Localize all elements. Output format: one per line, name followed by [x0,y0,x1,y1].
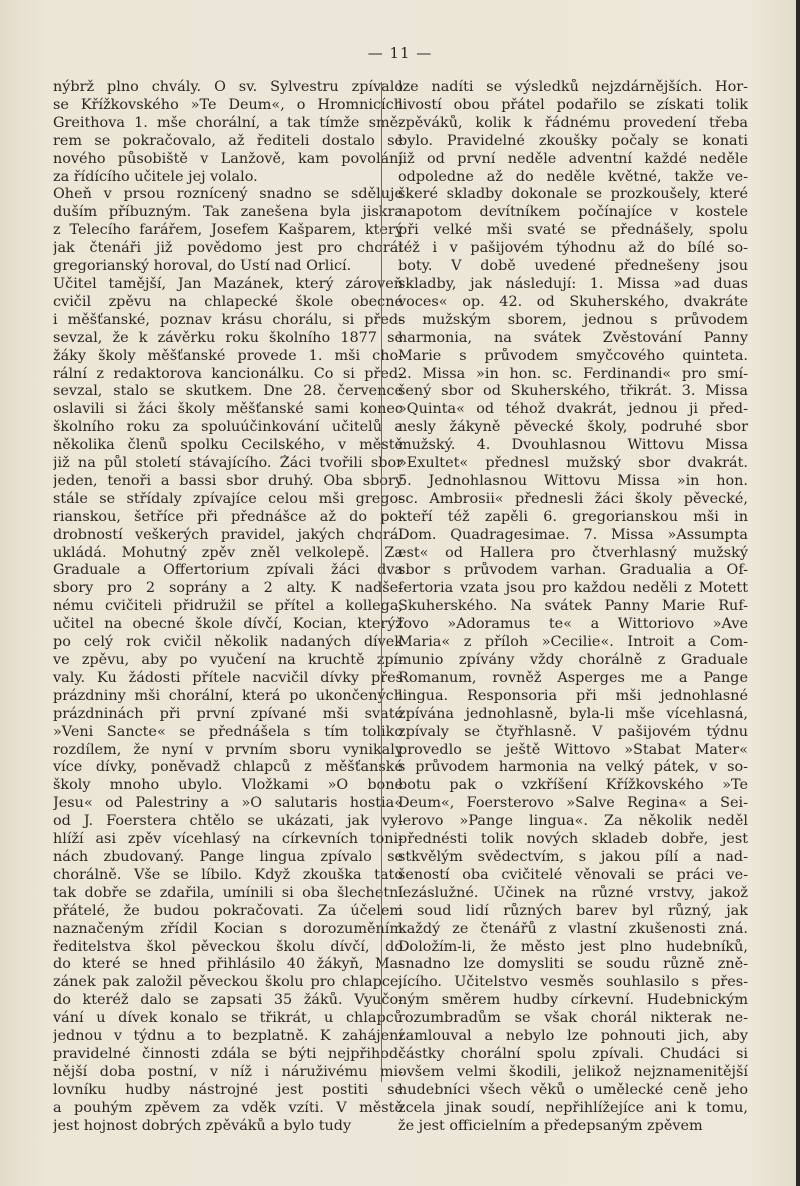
left-column-text-line: tak dobře se zdařila, umínili si oba šlechetní [53,884,403,901]
right-column-text-line: zcela jinak soudí, nepřihlížejíce ani k tomu, [398,1099,748,1116]
right-column-text-line: stkvělým svědectvím, s jakou pílí a nad- [398,848,748,865]
right-column-text-line: »Exultet« přednesl mužský sbor dvakrát. [398,455,748,472]
left-column-text-line: nější doba postní, v níž i náruživému mi- [53,1063,403,1080]
right-column-text-line: zamlouval a nebylo lze pohnouti jich, aby [398,1028,748,1045]
right-column-text-line: Deum«, Foersterovo »Salve Regina« a Sei- [398,795,748,812]
left-column-text-line: za řídícího učitele jej volalo. [53,168,258,185]
right-column-text-line: »Quinta« od téhož dvakrát, jednou ji před- [398,401,748,418]
right-column-text-line: částky chorální spolu zpívali. Chudáci si [398,1045,748,1062]
left-column-text-line: Graduale a Offertorium zpívali žáci dva [53,562,403,579]
left-column-text-line: drobností veškerých pravidel, jakých chorál [53,526,403,543]
left-column-text-line: sbory pro 2 soprány a 2 alty. K nadše- [53,580,403,597]
left-column-text-line: Učitel tamější, Jan Mazánek, který zároveň [53,275,403,292]
left-column-text-line: vání u dívek konalo se třikrát, u chlapců [53,1010,403,1027]
right-column-text-line: est« od Hallera pro čtverhlasný mužský [398,544,748,561]
left-column-text-line: přátelé, že budou pokračovati. Za účelem [53,902,403,919]
right-column-text-line: ovšem velmi škodili, jelikož nejznamenitější [398,1063,748,1080]
right-column-text-line: odpoledne až do neděle květné, takže ve- [398,168,748,185]
left-column-text-line: duším příbuzným. Tak zanešena byla jiskra [53,204,403,221]
right-column-text-line: škeré skladby dokonale se prozkoušely, které [398,186,748,203]
left-column-text-line: několika členů spolku Cecilského, v městě [53,437,403,454]
left-column-text-line: jeden, tenoři a bassi sbor druhý. Oba sbory [53,472,403,489]
right-column-text-line: lze nadíti se výsledků nejzdárnějších. Hor- [398,79,748,95]
page-number: — 11 — [367,44,433,62]
left-column-text-line: do které se hned přihlásilo 40 žákyň, Ma- [53,956,403,973]
left-column-text-line: žáky školy měšťanské provede 1. mši cho- [53,347,403,364]
left-column-text-line: již na půl století stávajícího. Žáci tvořili sbor [53,455,403,472]
right-column-text-line: Marie s průvodem smyčcového quinteta. [398,347,748,364]
right-column-text-line: že jest officielním a předepsaným zpěvem [398,1117,703,1134]
right-column-text-line: botu pak o vzkříšení Křížkovského »Te [398,777,748,794]
left-column-text-line: Jesu« od Palestriny a »O salutaris hostia« [53,795,403,812]
right-column-text-line: Skuherského. Na svátek Panny Marie Ruf- [398,598,748,615]
column-divider [381,82,382,1082]
left-column-text-line: chorálně. Vše se líbilo. Když zkouška tato [53,866,403,883]
right-column-text-line: sbor s průvodem varhan. Gradualia a Of- [398,562,748,579]
left-column-text-line: prázdniny mši chorální, která po ukončených [53,687,403,704]
left-column-text-line: více dívky, poněvadž chlapců z měšťanské [53,759,403,776]
left-column-text-line: nách zbudovaný. Pange lingua zpívalo se [53,848,403,865]
right-column-text-line: již od první neděle adventní každé neděle [398,150,748,167]
right-column-text-line: Romanum, rovněž Asperges me a Pange [398,669,748,686]
left-column-text-line: školního roku za spoluúčinkování učitelů a [53,419,403,436]
right-column-text-line: šeností oba cvičitelé věnovali se práci ve- [398,866,748,883]
left-column-text-line: oslavili si žáci školy měšťanské sami konec [53,401,403,418]
left-column-text-line: Greithova 1. mše chorální, a tak tímže smě- [53,114,403,131]
left-column-text-line: gregorianský horoval, do Ústí nad Orlicí. [53,258,352,275]
left-column-text-line: rem se pokračovalo, až řediteli dostalo se [53,132,403,149]
left-column-text-line: ve zpěvu, aby po vyučení na kruchtě zpí- [53,652,403,668]
right-column-text-line: snadno lze domysliti se soudu různě zně- [398,956,748,973]
left-column-text-line: Oheň v prsou roznícený snadno se sděluje [53,186,403,203]
left-column-text-line: rální z redaktorova kancionálku. Co si před- [53,365,403,382]
left-column-text-line: »Veni Sancte« se přednášela s tím toliko [53,723,403,740]
left-column-text-line: sevzal, že k závěrku roku školního 1877 se [53,329,403,346]
right-column-text-line: fovo »Adoramus te« a Wittoriovo »Ave [398,616,748,633]
left-column-text-line: lovníku hudby nástrojné jest postiti se [53,1081,403,1098]
right-column-text-line: mužský. 4. Dvouhlasnou Wittovu Missa [398,437,748,454]
left-column-text-line: i měšťanské, poznav krásu chorálu, si před- [53,311,403,328]
right-column-text-line: livostí obou přátel podařilo se získati tolik [398,96,748,113]
right-column-text-line: Maria« z příloh »Cecilie«. Introit a Com- [398,634,748,651]
right-column-text-line: napotom devítníkem počínajíce v kostele [398,204,748,221]
right-column-text-line: šený sbor od Skuherského, třikrát. 3. Missa [398,383,748,400]
right-column [398,79,748,1135]
right-column-text-line: fertoria vzata jsou pro každou neděli z Motett [398,580,748,597]
left-column-text-line: stále se střídaly zpívajíce celou mši grego- [53,490,403,507]
left-column-text-line: jak čtenáři již povědomo jest pro chorál [53,240,403,257]
right-column-text-line: 2. Missa »in hon. sc. Ferdinandi« pro smí- [398,365,748,382]
left-column-text-line: pravidelné činnosti zdála se býti nejpřihod- [53,1045,403,1062]
left-column-text-line: sevzal, stalo se skutkem. Dne 28. července [53,383,403,400]
left-column-text-line: rianskou, šetříce při přednášce až do po- [53,508,403,525]
right-column-text-line: ným směrem hudby církevní. Hudebnickým [398,992,748,1009]
left-column-text-line: naznačeným zřídil Kocian s dorozuměním [53,920,403,937]
right-column-text-line: hudebníci všech věků o umělecké ceně jeho [398,1081,748,1098]
right-column-text-line: zpívána jednohlasně, byla-li mše vícehlasná, [398,705,748,722]
right-column-text-line: lingua. Responsoria při mši jednohlasné [398,687,748,704]
left-column-text-line: se Křížkovského »Te Deum«, o Hromnicích [53,96,403,113]
right-column-text-line: rozumbradům se však chorál nikterak ne- [398,1010,748,1027]
right-column-text-line: bylo. Pravidelné zkoušky počaly se konati [398,132,748,149]
right-column-text-line: nesly žákyně pěvecké školy, podruhé sbor [398,419,748,436]
right-column-text-line: s mužským sborem, jednou s průvodem [398,311,748,328]
right-column-text-line: Dom. Quadragesimae. 7. Missa »Assumpta [398,526,748,543]
right-column-text-line: sc. Ambrosii« přednesli žáci školy pěvecké, [398,490,748,507]
left-column-text-line: z Telecího farářem, Josefem Kašparem, který [53,222,403,239]
right-column-text-line: lerovo »Pange lingua«. Za několik neděl [398,813,748,830]
left-column-text-line: prázdninách při první zpívané mši svaté [53,705,403,722]
right-column-text-line: jícího. Učitelstvo vesměs souhlasilo s přes- [398,974,748,991]
left-column-text-line: cvičil zpěvu na chlapecké škole obecné [53,293,403,310]
right-column-text-line: každý ze čtenářů z vlastní zkušenosti zná. [398,920,748,937]
right-column-text-line: s průvodem harmonia na velký pátek, v so- [398,759,748,776]
left-column-text-line: nému cvičiteli přidružil se přítel a kollega, [53,598,403,615]
right-column-text-line: voces« op. 42. od Skuherského, dvakráte [398,293,748,310]
page-edge-shadow [796,0,800,1186]
right-column-text-line: 5. Jednohlasnou Wittovu Missa »in hon. [398,472,748,489]
left-column-text-line: po celý rok cvičil několik nadaných dívek [53,634,403,651]
left-column-text-line: rozdílem, že nyní v prvním sboru vynikaly [53,741,403,758]
left-column-text-line: jednou v týdnu a to bezplatně. K zahájení [53,1028,403,1045]
right-column-text-line: skladby, jak následují: 1. Missa »ad duas [398,275,748,292]
left-column-text-line: ředitelstva škol pěveckou školu dívčí, do [53,938,403,955]
right-column-text-line: lezáslužné. Účinek na různé vrstvy, jakož [398,884,748,901]
right-column-text-line: zpěváků, kolik k řádnému provedení třeba [398,114,748,131]
left-column-text-line: školy mnoho ubylo. Vložkami »O bone [53,777,403,794]
right-column-text-line: též i v pašijovém týhodnu až do bílé so- [398,240,748,257]
left-column-text-line: nového působiště v Lanžově, kam povolání [53,150,403,167]
right-column-text-line: kteří též zapěli 6. gregorianskou mši in [398,508,748,525]
right-column-text-line: provedlo se ještě Wittovo »Stabat Mater« [398,741,748,758]
right-column-text-line: i soud lidí různých barev byl různý, jak [398,902,748,919]
left-column-text-line: valy. Ku žádosti přítele nacvičil dívky přes [53,669,403,686]
left-column-text-line: nýbrž plno chvály. O sv. Sylvestru zpívalo [53,79,403,95]
left-column-text-line: hlíží asi zpěv vícehlasý na církevních toni- [53,831,403,848]
right-column-text-line: při velké mši svaté se přednášely, spolu [398,222,748,239]
left-column-text-line: ukládá. Mohutný zpěv zněl velkolepě. Za [53,544,403,561]
left-column-text-line: a pouhým zpěvem za vděk vzíti. V městě [53,1099,403,1116]
right-column-text-line: munio zpívány vždy chorálně z Graduale [398,652,748,668]
right-column-text-line: boty. V době uvedené přednešeny jsou [398,258,748,275]
right-column-text-line: Doložím-li, že město jest plno hudebníků, [398,938,748,955]
left-column-text-line: jest hojnost dobrých zpěváků a bylo tudy [53,1117,352,1134]
right-column-text-line: přednésti tolik nových skladeb dobře, jest [398,831,748,848]
left-column-text-line: zánek pak založil pěveckou školu pro chlapce, [53,974,403,991]
right-column-text-line: zpívaly se čtyřhlasně. V pašijovém týdnu [398,723,748,740]
left-column-text-line: učitel na obecné škole dívčí, Kocian, kterýž [53,616,403,633]
right-column-text-line: harmonia, na svátek Zvěstování Panny [398,329,748,346]
left-column [53,79,403,1135]
left-column-text-line: do kteréž dalo se zapsati 35 žáků. Vyučo- [53,992,403,1009]
left-column-text-line: od J. Foerstera chtělo se ukázati, jak vy- [53,813,403,830]
